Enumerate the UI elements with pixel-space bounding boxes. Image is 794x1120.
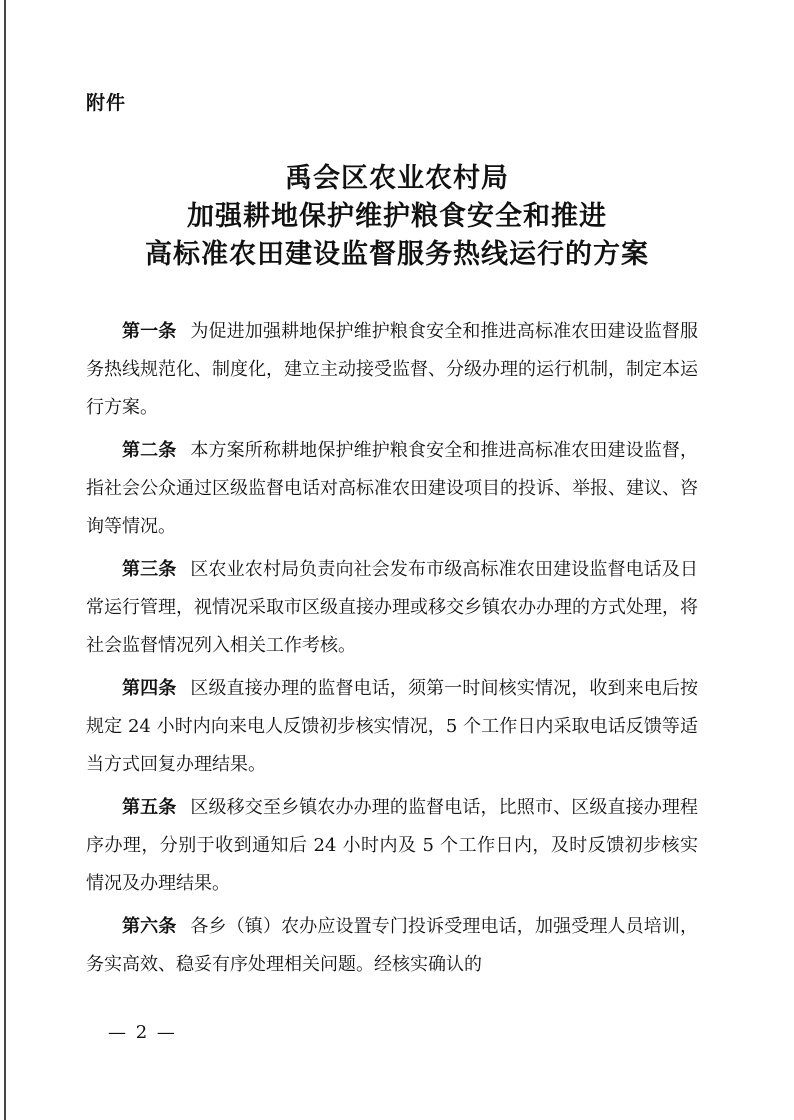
attachment-label: 附件	[86, 92, 127, 114]
article-6	[86, 908, 698, 984]
article-number: 第六条	[122, 916, 177, 937]
article-1	[86, 313, 698, 427]
article-number: 第五条	[122, 797, 177, 818]
article-3	[86, 551, 698, 665]
title-line-1: 禹会区农业农村局	[285, 163, 509, 194]
article-text: 区农业农村局负责向社会发布市级高标准农田建设监督电话及日常运行管理，视情况采取市区级直接办理或移交乡镇农办办理的方式处理，将社会监督情况列入相关工作考核。	[86, 559, 699, 656]
article-text: 本方案所称耕地保护维护粮食安全和推进高标准农田建设监督，指社会公众通过区级监督电话对高标准农田建设项目的投诉、举报、建议、咨询等情况。	[86, 440, 699, 537]
article-text: 各乡（镇）农办应设置专门投诉受理电话，加强受理人员培训，务实高效、稳妥有序处理相关问题。经核实确认的	[86, 916, 699, 975]
article-2	[86, 432, 698, 546]
article-5	[86, 789, 698, 903]
article-number: 第四条	[122, 678, 177, 699]
article-number: 第二条	[122, 440, 177, 461]
article-text: 区级直接办理的监督电话，须第一时间核实情况，收到来电后按规定 24 小时内向来电人反馈初步核实情况，5 个工作日内采取电话反馈等适当方式回复办理结果。	[86, 678, 699, 775]
page-number: — 2 —	[108, 1022, 177, 1043]
article-text: 为促进加强耕地保护维护粮食安全和推进高标准农田建设监督服务热线规范化、制度化，建立主动接受监督、分级办理的运行机制，制定本运行方案。	[86, 321, 699, 418]
article-number: 第三条	[122, 559, 177, 580]
article-4	[86, 670, 698, 784]
article-text: 区级移交至乡镇农办办理的监督电话，比照市、区级直接办理程序办理，分别于收到通知后 24 小时内及 5 个工作日内，及时反馈初步核实情况及办理结果。	[86, 797, 699, 894]
document-title	[0, 160, 794, 274]
title-line-2: 加强耕地保护维护粮食安全和推进	[187, 201, 607, 232]
article-number: 第一条	[122, 321, 177, 342]
document-body	[86, 313, 698, 989]
title-line-3: 高标准农田建设监督服务热线运行的方案	[145, 239, 649, 270]
